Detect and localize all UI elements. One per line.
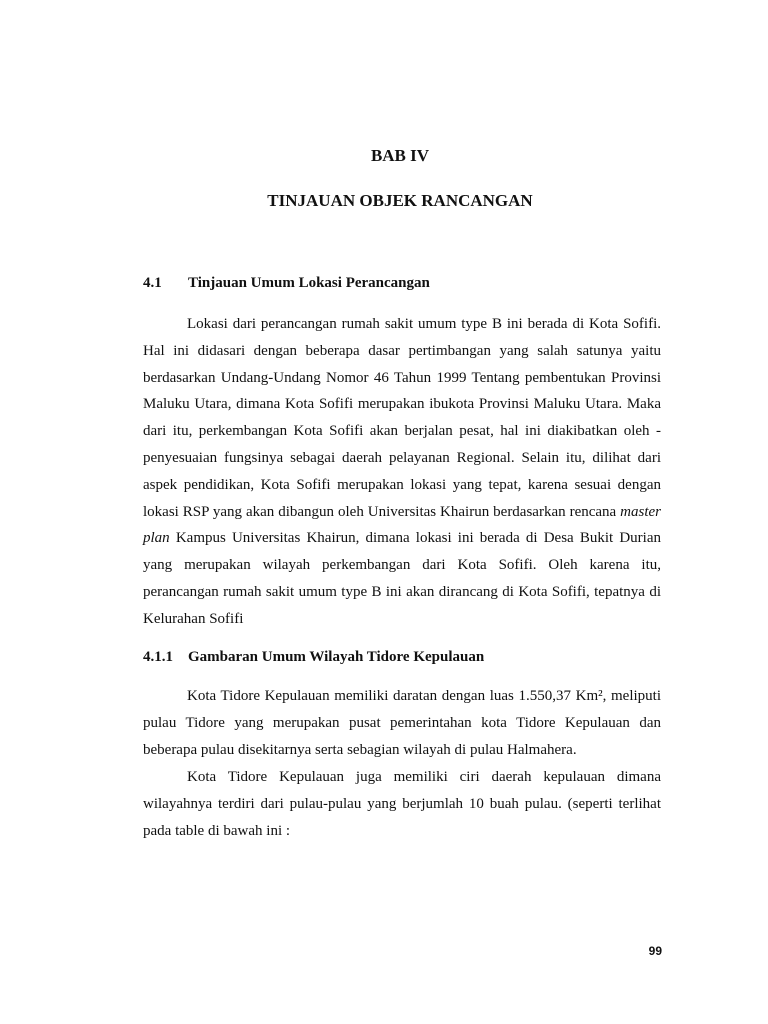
paragraph-line: Hal ini didasari dengan beberapa dasar pertimbangan yang salah satunya yaitu — [143, 342, 661, 359]
section-heading-4-1 — [143, 275, 430, 292]
paragraph-line: pada table di bawah ini : — [143, 822, 291, 839]
section-number: 4.1.1 — [143, 649, 173, 665]
paragraph-line: penyesuaian fungsinya sebagai daerah pelayanan Regional. Selain itu, dilihat dari — [143, 449, 661, 466]
paragraph-line: berdasarkan Undang-Undang Nomor 46 Tahun 1999 Tentang pembentukan Provinsi — [143, 369, 661, 386]
section-title: Gambaran Umum Wilayah Tidore Kepulauan — [188, 649, 485, 665]
italic-term: plan — [143, 530, 170, 547]
line-text: lokasi RSP yang akan dibangun oleh Universitas Khairun berdasarkan rencana — [143, 503, 617, 520]
paragraph-line: Maluku Utara, dimana Kota Sofifi merupakan ibukota Provinsi Maluku Utara. Maka — [143, 396, 661, 413]
section-4-1-1-paragraph-1 — [143, 683, 661, 763]
paragraph-line: perancangan rumah sakit umum type B ini akan dirancang di Kota Sofifi, tepatnya di — [143, 583, 661, 600]
paragraph-line: aspek pendidikan, Kota Sofifi merupakan lokasi yang tepat, karena sesuai dengan — [143, 476, 661, 493]
paragraph-line: beberapa pulau disekitarnya serta sebagian wilayah di pulau Halmahera. — [143, 741, 577, 758]
section-4-1-1-paragraph-2 — [143, 764, 661, 844]
paragraph-line: dari itu, perkembangan Kota Sofifi akan berjalan pesat, hal ini diakibatkan oleh - — [143, 423, 661, 440]
section-heading-4-1-1 — [143, 649, 484, 666]
paragraph-line: Kelurahan Sofifi — [143, 610, 244, 627]
paragraph-line: pulau Tidore yang merupakan pusat pemerintahan kota Tidore Kepulauan dan — [143, 714, 661, 731]
paragraph-line: Kota Tidore Kepulauan juga memiliki ciri daerah kepulauan dimana — [187, 769, 661, 785]
page-number: 99 — [648, 944, 662, 958]
paragraph-line-mixed — [143, 499, 661, 526]
section-4-1-paragraph — [143, 311, 661, 633]
chapter-title: TINJAUAN OBJEK RANCANGAN — [267, 191, 533, 210]
italic-term: master — [620, 503, 661, 520]
paragraph-line: Kota Tidore Kepulauan memiliki daratan dengan luas 1.550,37 Km², meliputi — [187, 688, 661, 704]
paragraph-line: Lokasi dari perancangan rumah sakit umum type B ini berada di Kota Sofifi. — [187, 316, 661, 332]
paragraph-line: yang merupakan wilayah perkembangan dari Kota Sofifi. Oleh karena itu, — [143, 557, 661, 574]
chapter-label: BAB IV — [370, 146, 430, 165]
section-title: Tinjauan Umum Lokasi Perancangan — [188, 275, 430, 291]
line-text: Kampus Universitas Khairun, dimana lokasi ini berada di Desa Bukit Durian — [175, 530, 661, 547]
section-number: 4.1 — [143, 275, 162, 291]
paragraph-line: wilayahnya terdiri dari pulau-pulau yang berjumlah 10 buah pulau. (seperti terlihat — [143, 795, 661, 812]
paragraph-line-mixed — [143, 525, 661, 552]
